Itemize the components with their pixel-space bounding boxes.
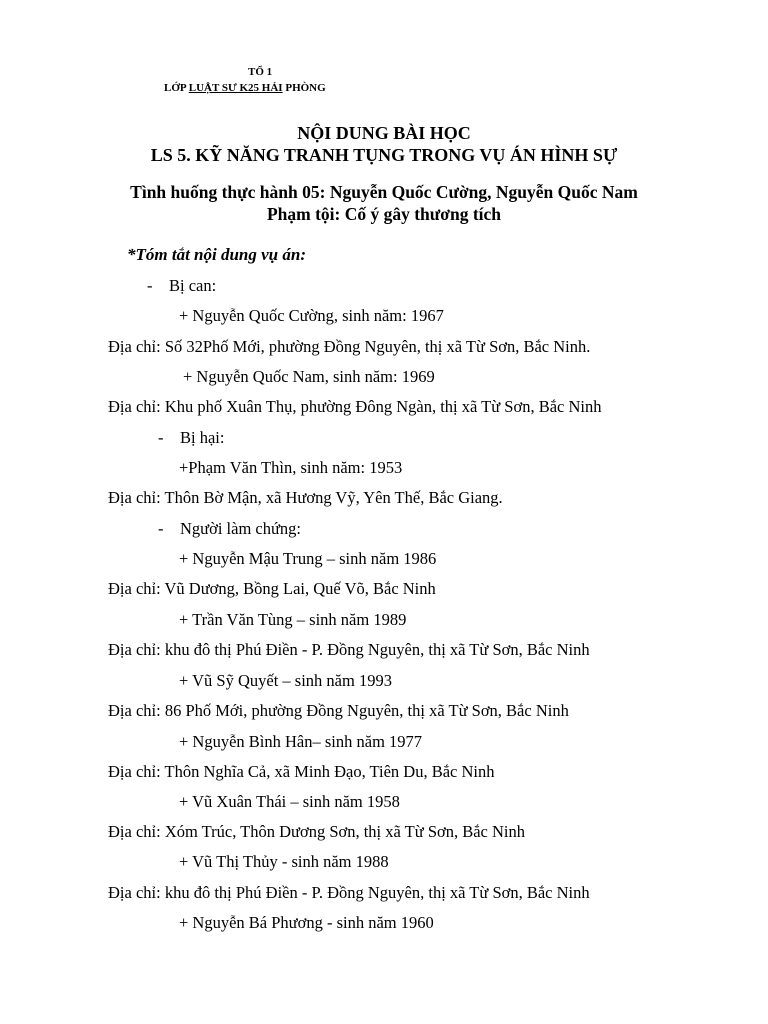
witness-address: Địa chỉ: khu đô thị Phú Điền - P. Đồng Nguyên, thị xã Từ Sơn, Bắc Ninh — [108, 883, 590, 902]
witnesses-label: - Người làm chứng: — [158, 519, 302, 538]
witness-address: Địa chỉ: Thôn Nghĩa Cả, xã Minh Đạo, Tiên Du, Bắc Ninh — [108, 762, 495, 781]
witness-address: Địa chỉ: 86 Phố Mới, phường Đồng Nguyên, thị xã Từ Sơn, Bắc Ninh — [108, 701, 569, 720]
witness-name: + Nguyễn Bá Phương - sinh năm 1960 — [179, 913, 434, 932]
witness-address: Địa chỉ: Vũ Dương, Bồng Lai, Quế Võ, Bắc Ninh — [108, 579, 436, 598]
lesson-subtitle: LS 5. KỸ NĂNG TRANH TỤNG TRONG VỤ ÁN HÌNH SỰ — [150, 145, 618, 165]
summary-heading: *Tóm tắt nội dung vụ án: — [127, 245, 307, 264]
witness-address: Địa chỉ: Xóm Trúc, Thôn Dương Sơn, thị xã Từ Sơn, Bắc Ninh — [108, 822, 525, 841]
lesson-title: NỘI DUNG BÀI HỌC — [297, 123, 471, 143]
defendant-name: + Nguyễn Quốc Nam, sinh năm: 1969 — [183, 367, 435, 386]
class-label: LỚP LUẬT SƯ K25 HẢI PHÒNG — [164, 82, 326, 94]
defendant-name: + Nguyễn Quốc Cường, sinh năm: 1967 — [179, 306, 444, 325]
witness-name: + Vũ Sỹ Quyết – sinh năm 1993 — [179, 671, 392, 690]
offense-label: Phạm tội: Cố ý gây thương tích — [266, 204, 502, 224]
situation-title: Tình huống thực hành 05: Nguyễn Quốc Cường, Nguyễn Quốc Nam — [130, 182, 638, 202]
victim-address: Địa chỉ: Thôn Bờ Mận, xã Hương Vỹ, Yên Thế, Bắc Giang. — [108, 488, 503, 507]
group-label: TỔ 1 — [248, 66, 273, 78]
victim-name: +Phạm Văn Thìn, sinh năm: 1953 — [179, 458, 403, 477]
victim-label: - Bị hại: — [158, 428, 225, 447]
witness-name: + Vũ Thị Thủy - sinh năm 1988 — [179, 852, 389, 871]
witness-name: + Nguyễn Mậu Trung – sinh năm 1986 — [179, 549, 437, 568]
defendants-label: - Bị can: — [147, 276, 217, 295]
witness-name: + Nguyễn Bình Hân– sinh năm 1977 — [179, 732, 423, 751]
witness-address: Địa chỉ: khu đô thị Phú Điền - P. Đồng Nguyên, thị xã Từ Sơn, Bắc Ninh — [108, 640, 590, 659]
witness-name: + Trần Văn Tùng – sinh năm 1989 — [179, 610, 407, 629]
defendant-address: Địa chỉ: Khu phố Xuân Thụ, phường Đông Ngàn, thị xã Từ Sơn, Bắc Ninh — [108, 397, 602, 416]
witness-name: + Vũ Xuân Thái – sinh năm 1958 — [179, 792, 400, 811]
defendant-address: Địa chỉ: Số 32Phố Mới, phường Đồng Nguyên, thị xã Từ Sơn, Bắc Ninh. — [108, 337, 591, 356]
